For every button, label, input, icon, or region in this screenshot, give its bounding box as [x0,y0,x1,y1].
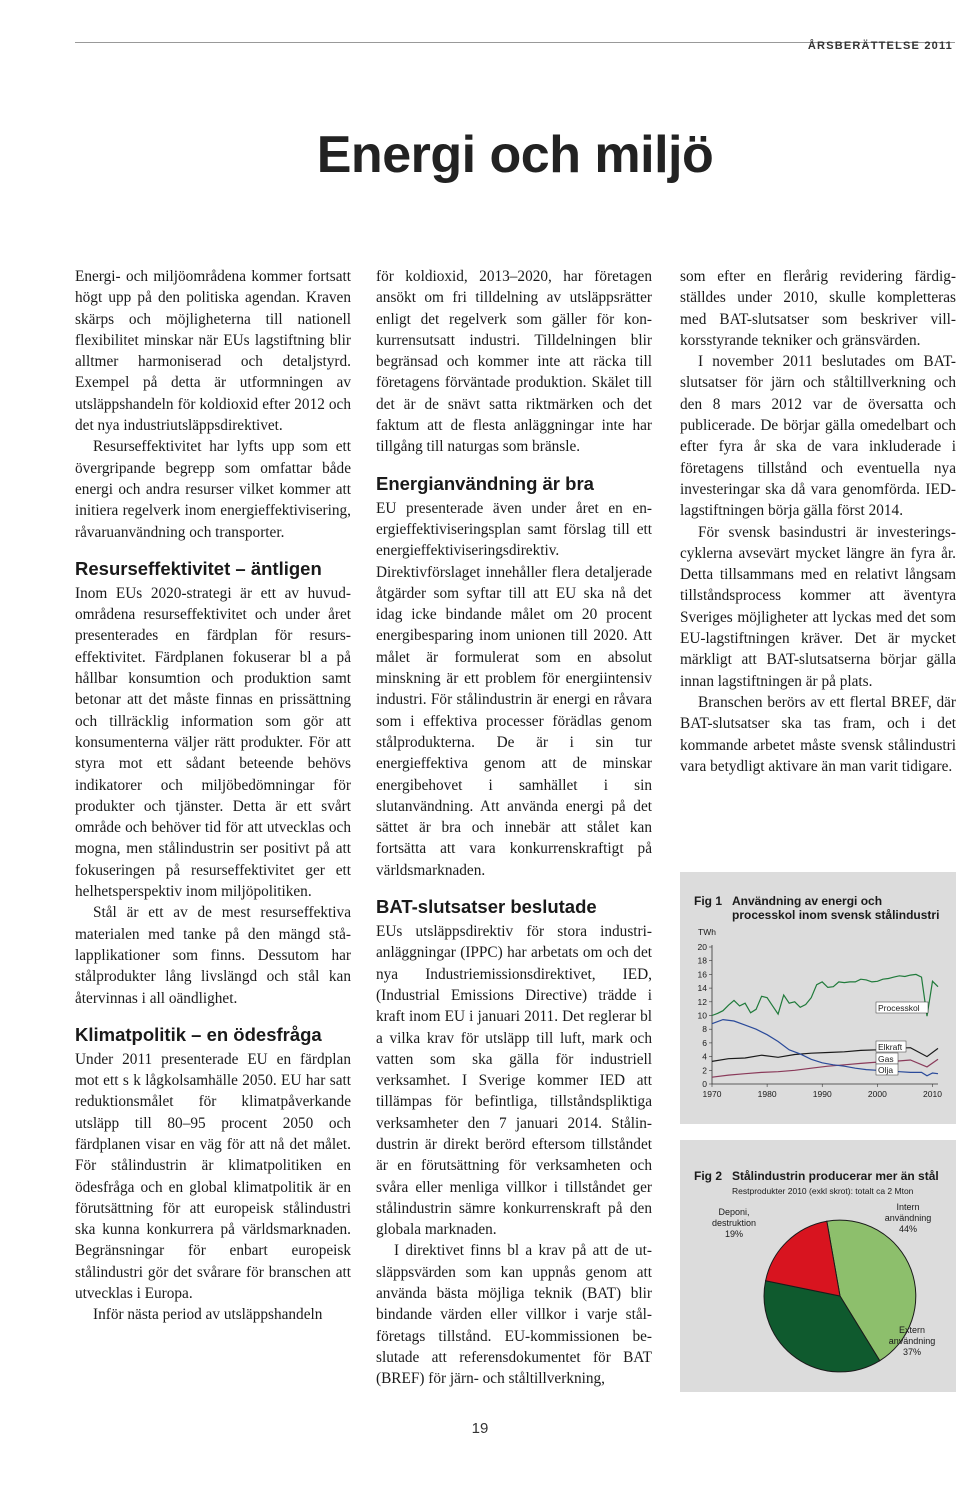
klimat-paragraph-1: Under 2011 presenterade EU en färdplan mot ett s k lågkolsamhälle 2050. EU har satt reduktionsmålet för klimatpåverkande utsläpp till 80–95 procent 2050 och färdplanen visar en väg för att nå det målet. För stålindustrin är klimatpolitiken en ödesfråga och en global klimatpolitik är en förutsättning för att europeisk stålindustri ska kunna konkurrera på världsmarknaden. Begränsningar för enbart europeisk stålindustri gör det svårare för branschen att utvecklas i Europa. [75,1050,351,1303]
fig1-title-line-1: Användning av energi och [732,894,883,908]
figure-1 [680,872,956,1124]
fig1-series-label: Processkol [878,1003,920,1013]
resurs-paragraph-2: Stål är ett av de mest resurseffektiva materialen med tanke på den mängd stålapplikationer som finns. Dessutom har stålprodukter lång livslängd och stål kan återvinnas i all oändlighet. [75,904,351,1007]
resurs-paragraph-1: Inom EUs 2020-strategi är ett av huvudområdena resurseffektivitet och under året presenterades en färdplan för resurseffektivitet. Färdplanen fokuserar bl a på hållbar konsumtion och produktion samt betonar att det måste finnas en prissättning och tillräcklig information som gör att konsumenterna väljer rätt produkter. För att styra mot ett sådant beteende behövs indikatorer och miljöbedömningar för produkter och tjänster. Detta är ett svårt område och behöver tid för att utvecklas och mogna, men stålindustrin ser positivt på att fokuseringen på resurseffektivitet ger ett helhetsperspektiv inom miljöpolitiken. [75,584,351,901]
continued-paragraph: för koldioxid, 2013–2020, har företagen ansökt om fri tilldelning av utsläppsrätter enligt det regelverk som gäller för konkurrensutsatt industri. Tilldelningen blir begränsad och kommer inte att räcka till företagens förväntade produktion. Skälet till det är de snävt satta riktmärken och det faktum att de flesta anläggningar inte har tillgång till naturgas som bränsle. [376,268,652,456]
fig2-slice-percent: 19% [724,1229,744,1239]
fig1-label: Fig 1 [694,894,723,908]
fig1-y-tick-label: 18 [697,955,707,966]
klimat-paragraph-2: Inför nästa period av utsläppshandeln [93,1306,323,1324]
fig1-y-tick-label: 14 [697,983,707,994]
fig2-slice-label: användning [884,1213,932,1223]
fig1-y-tick-label: 4 [702,1051,707,1062]
fig1-x-tick-label: 1990 [812,1089,832,1099]
fig1-series-gas-line [712,1059,938,1077]
fig2-slice-label: Deponi, [718,1207,750,1217]
fig1-y-tick-label: 0 [702,1079,707,1089]
page-title: Energi och miljö [316,126,714,184]
fig2-label: Fig 2 [694,1169,723,1183]
paragraph-4: Branschen berörs av ett flertal BREF, där BAT-slutsatser ska tas fram, och i det kommande arbetet måste svensk stålindustri vara betydligt aktivare än man varit tidigare. [680,693,956,775]
fig1-y-tick-label: 16 [697,969,707,980]
fig1-y-tick-label: 6 [702,1037,707,1048]
paragraph-3: För svensk basindustri är investeringscyklerna avsevärt mycket längre än fyra år. Detta tillsammans med en relativt långsam tillståndsprocess kommer att äventyra Sveriges möjligheter att lyckas med det som EU-lagstiftningen kräver. Det är mycket märkligt att BAT-slutsatserna börjar gälla innan lagstiftningen är på plats. [680,523,956,690]
paragraph-2: I november 2011 beslutades om BAT-slutsatser för järn och ståltillverkning och den 8 mars 2012 var de översatta och publicerade. De börjar gälla omedelbart och efter fyra år ska de vara inkluderade i företagens tillstånd och eventuella nya investeringar ska då vara genomförda. IED-lagstiftningen börja gälla först 2014. [680,353,956,520]
fig1-title-line-2: processkol inom svensk stålindustri [732,908,940,922]
fig2-slice-percent: 44% [898,1224,918,1234]
fig1-series-label: Gas [878,1054,894,1064]
fig1-x-tick-label: 2010 [923,1089,942,1099]
heading-resurseffektivitet: Resurseffektivitet – äntligen [75,557,322,579]
fig2-title: Stålindustrin producerar mer än stål [732,1169,939,1183]
energi-paragraph-1: EU presenterade även under året en energieffektiviseringsplan samt förslag till ett energieffektiviseringsdirektiv. Direktivförslaget innehåller flera detaljerade åtgärder som syftar till att EU ska nå det idag icke bindande målet om 20 procent energibesparing inom unionen till 2020. Att målet är formulerat som en absolut minskning är ett problem för energiintensiv industri. För stålindustrin är energi en råvara som i effektiva processer förädlas genom stålprodukterna. De är i sin tur energieffektiva genom att de minskar energibehovet i samhället i sin slutanvändning. Att använda energi på det sättet är bra och innebär att stålet kan fortsätta att vara konkurrenskraftigt på världsmarknaden. [376,499,652,879]
fig2-slice-label: destruktion [711,1218,757,1228]
fig1-x-tick-label: 2000 [867,1089,887,1099]
continued-paragraph: som efter en flerårig revidering färdigställdes under 2010, skulle kompletteras med BAT-slutsatser som beskriver villkorsstyrande tekniker och gränsvärden. [680,268,956,349]
page-number: 19 [471,1420,489,1437]
fig2-slice-label: Intern [896,1202,920,1212]
intro-paragraph-1: Energi- och miljöområdena kommer fortsatt högt upp på den politiska agendan. Kraven skärps och möjligheterna till nationell flexibilitet minskar när EUs lagstiftning blir alltmer harmoniserad och detaljstyrd. Exempel på detta är utformningen av utsläppshandeln för koldioxid efter 2012 och det nya industriutsläppsdirektivet. [75,268,351,435]
running-head: ÅRSBERÄTTELSE 2011 [807,40,953,52]
bat-paragraph-2: I direktivet finns bl a krav på att de utsläppsvärden som kan uppnås genom att använda bästa möjliga teknik (BAT) blir bindande värden eller villkor i varje stålföretags tillstånd. EU-kommissionen beslutade att referensdokumentet för BAT (BREF) för järn- och ståltillverkning, [376,1242,652,1388]
fig1-x-tick-label: 1970 [702,1089,722,1099]
fig2-subtitle: Restprodukter 2010 (exkl skrot): totalt ca 2 Mton [732,1186,914,1196]
column-2 [376,266,652,1390]
heading-klimatpolitik: Klimatpolitik – en ödesfråga [75,1023,322,1045]
heading-bat-slutsatser: BAT-slutsatser beslutade [376,896,597,918]
fig1-y-tick-label: 8 [702,1024,707,1035]
fig1-series-label: Elkraft [878,1042,903,1052]
fig1-series-label: Olja [878,1065,894,1075]
fig2-slice-label: användning [888,1336,936,1346]
column-3 [680,266,956,777]
bat-paragraph-1: EUs utsläppsdirektiv för stora industrianläggningar (IPPC) har arbetats om och det nya Industriemissionsdirektivet, IED, (Industrial Emissions Directive) trädde i kraft inom EU i januari 2011. Det reglerar bl a vilka krav för utsläpp till luft, mark och vatten som ska gälla för industriell verksamhet. I Sverige kommer IED att tillämpas för befintliga, tillståndspliktiga verksamheter den 7 januari 2014. Stålindustrin är direkt berörd eftersom tillståndet är en förutsättning för verksamheten och svåra eller menliga villkor i tillståndet ger stålindustrin sämre konkurrenskraft på den globala marknaden. [376,923,652,1239]
fig2-slice-percent: 37% [902,1347,922,1357]
figure-2-chart [680,1140,956,1392]
fig1-x-tick-label: 1980 [757,1089,777,1099]
fig1-y-tick-label: 12 [697,996,707,1007]
fig1-y-tick-label: 10 [697,1010,707,1021]
figure-1-chart [680,872,956,1124]
fig1-y-unit: TWh [698,927,716,937]
intro-paragraph-2: Resurseffektivitet har lyfts upp som ett övergripande begrepp som omfattar både energi och andra resurser vilket kommer att initiera regelverk inom energieffektivisering, råvaruanvändning och transporter. [75,438,351,541]
heading-energianvandning: Energianvändning är bra [376,472,594,494]
fig2-slice-label: Extern [898,1325,926,1335]
fig1-y-tick-label: 20 [697,942,707,952]
column-1 [75,266,351,1326]
figure-2 [680,1140,956,1392]
fig1-y-tick-label: 2 [702,1065,707,1076]
